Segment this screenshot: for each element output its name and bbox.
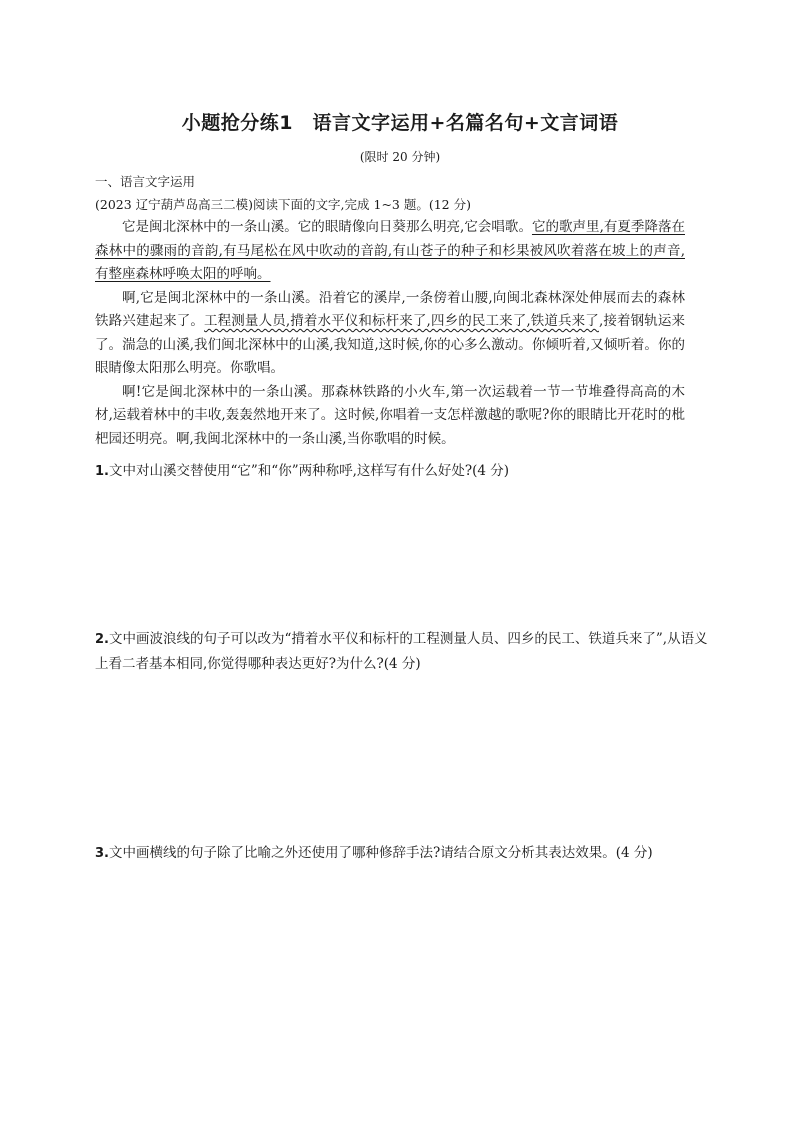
question-number: 3.: [95, 846, 109, 861]
time-limit: (限时 20 分钟): [359, 150, 441, 164]
paragraph-2-text: 啊,它是闽北深林中的一条山溪。沿着它的溪岸,一条傍着山腰,向闽北森林深处伸展而去的森林铁路兴建起来了。: [95, 289, 685, 329]
passage-paragraph-1: [95, 216, 685, 287]
question-text: 文中画波浪线的句子可以改为“揹着水平仪和标杆的工程测量人员、四乡的民工、铁道兵来了”,从语义上看二者基本相同,你觉得哪种表达更好?为什么?(4 分): [95, 631, 708, 672]
passage-paragraph-2: [95, 287, 685, 381]
question-1: [95, 459, 710, 484]
reading-passage: [95, 216, 685, 451]
question-2: [95, 627, 710, 676]
paragraph-1-text: 它是闽北深林中的一条山溪。它的眼睛像向日葵那么明亮,它会唱歌。: [122, 219, 532, 235]
section-heading: 一、语言文字运用: [95, 174, 196, 189]
paragraph-2-text-end: ,接着钢轨运来了。湍急的山溪,我们闽北深林中的山溪,我知道,这时候,你的心多么激动。你倾听着,又倾听着。你的眼睛像太阳那么明亮。你歌唱。: [95, 313, 686, 376]
question-text: 文中画横线的句子除了比喻之外还使用了哪种修辞手法?请结合原文分析其表达效果。(4 分): [108, 845, 653, 861]
page-title: 小题抢分练1 语言文字运用+名篇名句+文言词语: [181, 112, 619, 134]
source-instruction: (2023 辽宁葫芦岛高三二模)阅读下面的文字,完成 1~3 题。(12 分): [95, 197, 471, 212]
passage-paragraph-3: [95, 381, 685, 452]
underlined-sentence: 它的歌声里,有夏季降落在森林中的骤雨的音韵,有马尾松在风中吹动的音韵,有山苍子的种子和杉果被风吹着落在坡上的声音,有整座森林呼唤太阳的呼响。: [95, 219, 685, 282]
wavy-underlined-sentence: 工程测量人员,揹着水平仪和标杆来了,四乡的民工来了,铁道兵来了: [204, 313, 599, 329]
question-number: 1.: [95, 464, 109, 479]
question-3: [95, 841, 710, 866]
question-text: 文中对山溪交替使用“它”和“你”两种称呼,这样写有什么好处?(4 分): [108, 463, 510, 479]
question-number: 2.: [95, 632, 109, 647]
paragraph-3-text: 啊!它是闽北深林中的一条山溪。那森林铁路的小火车,第一次运载着一节一节堆叠得高高的木材,运载着林中的丰收,轰轰然地开来了。这时候,你唱着一支怎样激越的歌呢?你的眼睛比开花时的枇杷园还明亮。啊,我闽北深林中的一条山溪,当你歌唱的时候。: [95, 383, 685, 447]
